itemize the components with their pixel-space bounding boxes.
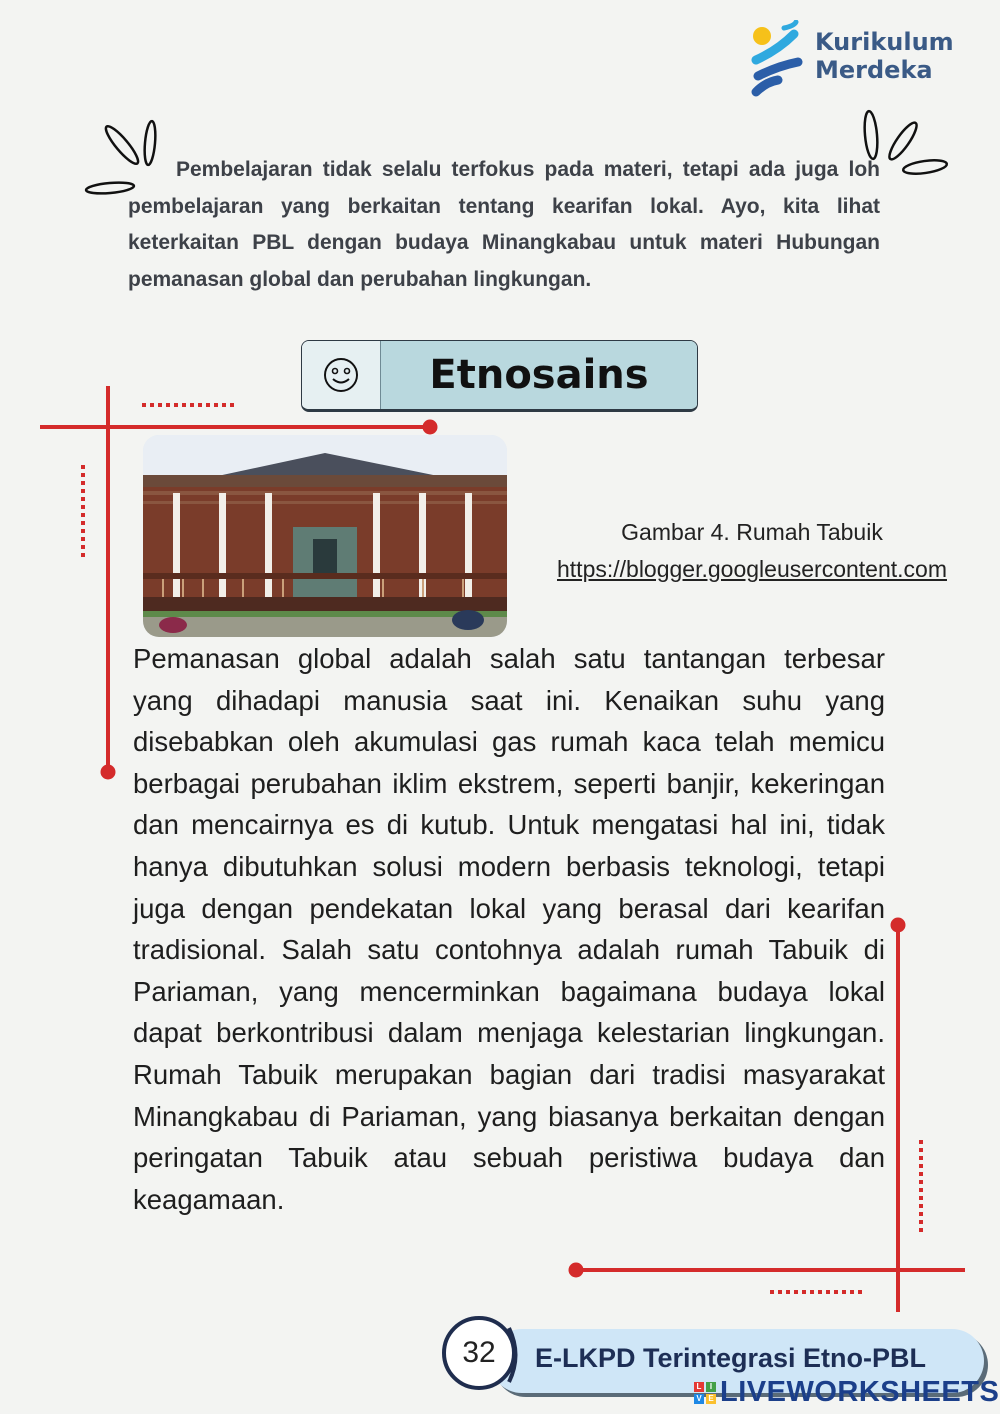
page-number: 32 bbox=[442, 1316, 516, 1390]
figure-caption-title: Gambar 4. Rumah Tabuik bbox=[621, 519, 883, 545]
footer-title: E-LKPD Terintegrasi Etno-PBL bbox=[535, 1343, 927, 1373]
liveworksheets-logo-icon bbox=[694, 1382, 716, 1404]
lw-logo-letter: I bbox=[706, 1382, 716, 1392]
rumah-tabuik-photo bbox=[143, 435, 507, 637]
brand-line-2: Merdeka bbox=[815, 56, 933, 84]
body-paragraph: Pemanasan global adalah salah satu tantangan terbesar yang dihadapi manusia saat ini. Kenaikan suhu yang disebabkan oleh akumulasi gas rumah kaca telah memicu berbagai perubahan iklim ekstrem, seperti banjir, kekeringan dan mencairnya es di kutub. Untuk mengatasi hal ini, tidak hanya dibutuhkan solusi modern berbasis teknologi, tetapi juga dengan pendekatan lokal yang berasal dari kearifan tradisional. Salah satu contohnya adalah rumah Tabuik di Pariaman, yang mencerminkan bagaimana budaya lokal dapat berkontribusi dalam menjaga kelestarian lingkungan. Rumah Tabuik merupakan bagian dari tradisi masyarakat Minangkabau di Pariaman, yang biasanya berkaitan dengan peringatan Tabuik atau sebuah peristiwa budaya dan keagamaan. bbox=[133, 643, 885, 1215]
lw-logo-letter: L bbox=[694, 1382, 704, 1392]
figure-caption bbox=[525, 514, 979, 588]
section-badge bbox=[301, 340, 698, 412]
lw-logo-letter: E bbox=[706, 1394, 716, 1404]
liveworksheets-watermark bbox=[694, 1376, 999, 1409]
watermark-text: LIVEWORKSHEETS bbox=[720, 1376, 1000, 1408]
page-number-arc-icon bbox=[506, 1324, 524, 1386]
figure-source-link[interactable]: https://blogger.googleusercontent.com bbox=[557, 556, 947, 582]
brand-line-1: Kurikulum bbox=[815, 28, 954, 56]
intro-paragraph: Pembelajaran tidak selalu terfokus pada materi, tetapi ada juga loh pembelajaran yang berkaitan tentang kearifan lokal. Ayo, kita lihat keterkaitan PBL dengan budaya Minangkabau untuk materi Hubungan pemanasan global dan perubahan lingkungan. bbox=[128, 158, 880, 291]
section-title: Etnosains bbox=[381, 341, 697, 409]
smiley-icon bbox=[302, 341, 381, 409]
lw-logo-letter: V bbox=[694, 1394, 704, 1404]
